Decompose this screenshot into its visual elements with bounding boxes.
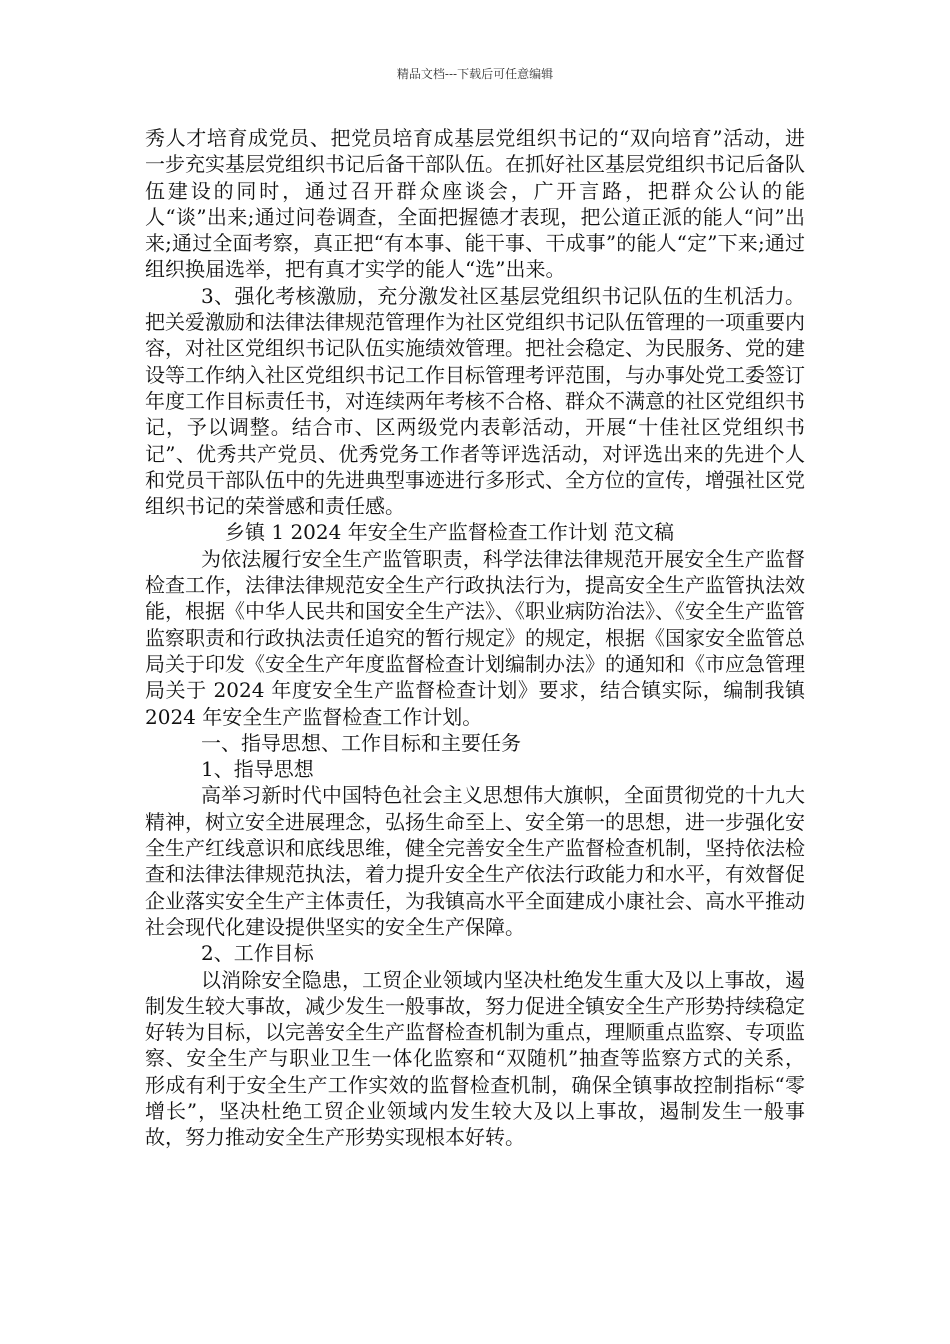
document-title: 乡镇 1 2024 年安全生产监督检查工作计划 范文稿 — [225, 520, 675, 545]
paragraph-work-goals: 以消除安全隐患，工贸企业领域内坚决杜绝发生重大及以上事故，遏制发生较大事故，减少发生一般事故，努力促进全镇安全生产形势持续稳定好转为目标，以完善安全生产监督检查机制为重点，理顺重点监察、专项监察、安全生产与职业卫生一体化监察和“双随机”抽查等监察方式的关系，形成有利于安全生产工作实效的监督检查机制，确保全镇事故控制指标“零增长”，坚决杜绝工贸企业领域内发生较大及以上事故，遏制发生一般事故，努力推动安全生产形势实现根本好转。 — [145, 967, 805, 1150]
page-header: 精品文档---下载后可任意编辑 — [396, 67, 554, 81]
section-heading-1: 一、指导思想、工作目标和主要任务 — [201, 730, 521, 755]
subheading-work-goals: 2、工作目标 — [201, 941, 314, 966]
subheading-guiding-ideology: 1、指导思想 — [201, 757, 314, 782]
document-body — [145, 125, 805, 1151]
paragraph-introduction: 为依法履行安全生产监管职责，科学法律法律规范开展安全生产监督检查工作，法律法律规范安全生产行政执法行为，提高安全生产监管执法效能，根据《中华人民共和国安全生产法》、《职业病防治法》、《安全生产监管监察职责和行政执法责任追究的暂行规定》的规定，根据《国家安全监管总局关于印发《安全生产年度监督检查计划编制办法》的通知和《市应急管理局关于 2024 年度安全生产监督检查计划》要求，结合镇实际，编制我镇 2024 年安全生产监督检查工作计划。 — [145, 546, 805, 729]
paragraph-assessment-incentive: 3、强化考核激励，充分激发社区基层党组织书记队伍的生机活力。把关爱激励和法律法律规范管理作为社区党组织书记队伍管理的一项重要内容，对社区党组织书记队伍实施绩效管理。把社会稳定、为民服务、党的建设等工作纳入社区党组织书记工作目标管理考评范围，与办事处党工委签订年度工作目标责任书，对连续两年考核不合格、群众不满意的社区党组织书记，予以调整。结合市、区两级党内表彰活动，开展“十佳社区党组织书记”、优秀共产党员、优秀党务工作者等评选活动，对评选出来的先进个人和党员干部队伍中的先进典型事迹进行多形式、全方位的宣传，增强社区党组织书记的荣誉感和责任感。 — [145, 283, 805, 519]
paragraph-continued: 秀人才培育成党员、把党员培育成基层党组织书记的“双向培育”活动，进一步充实基层党组织书记后备干部队伍。在抓好社区基层党组织书记后备队伍建设的同时，通过召开群众座谈会，广开言路，把群众公认的能人“谈”出来;通过问卷调查，全面把握德才表现，把公道正派的能人“问”出来;通过全面考察，真正把“有本事、能干事、干成事”的能人“定”下来;通过组织换届选举，把有真才实学的能人“选”出来。 — [145, 126, 805, 282]
paragraph-guiding-ideology: 高举习新时代中国特色社会主义思想伟大旗帜，全面贯彻党的十九大精神，树立安全进展理念，弘扬生命至上、安全第一的思想，进一步强化安全生产红线意识和底线思维，健全完善安全生产监督检查机制，坚持依法检查和法律法律规范执法，着力提升安全生产依法行政能力和水平，有效督促企业落实安全生产主体责任，为我镇高水平全面建成小康社会、高水平推动社会现代化建设提供坚实的安全生产保障。 — [145, 783, 805, 939]
